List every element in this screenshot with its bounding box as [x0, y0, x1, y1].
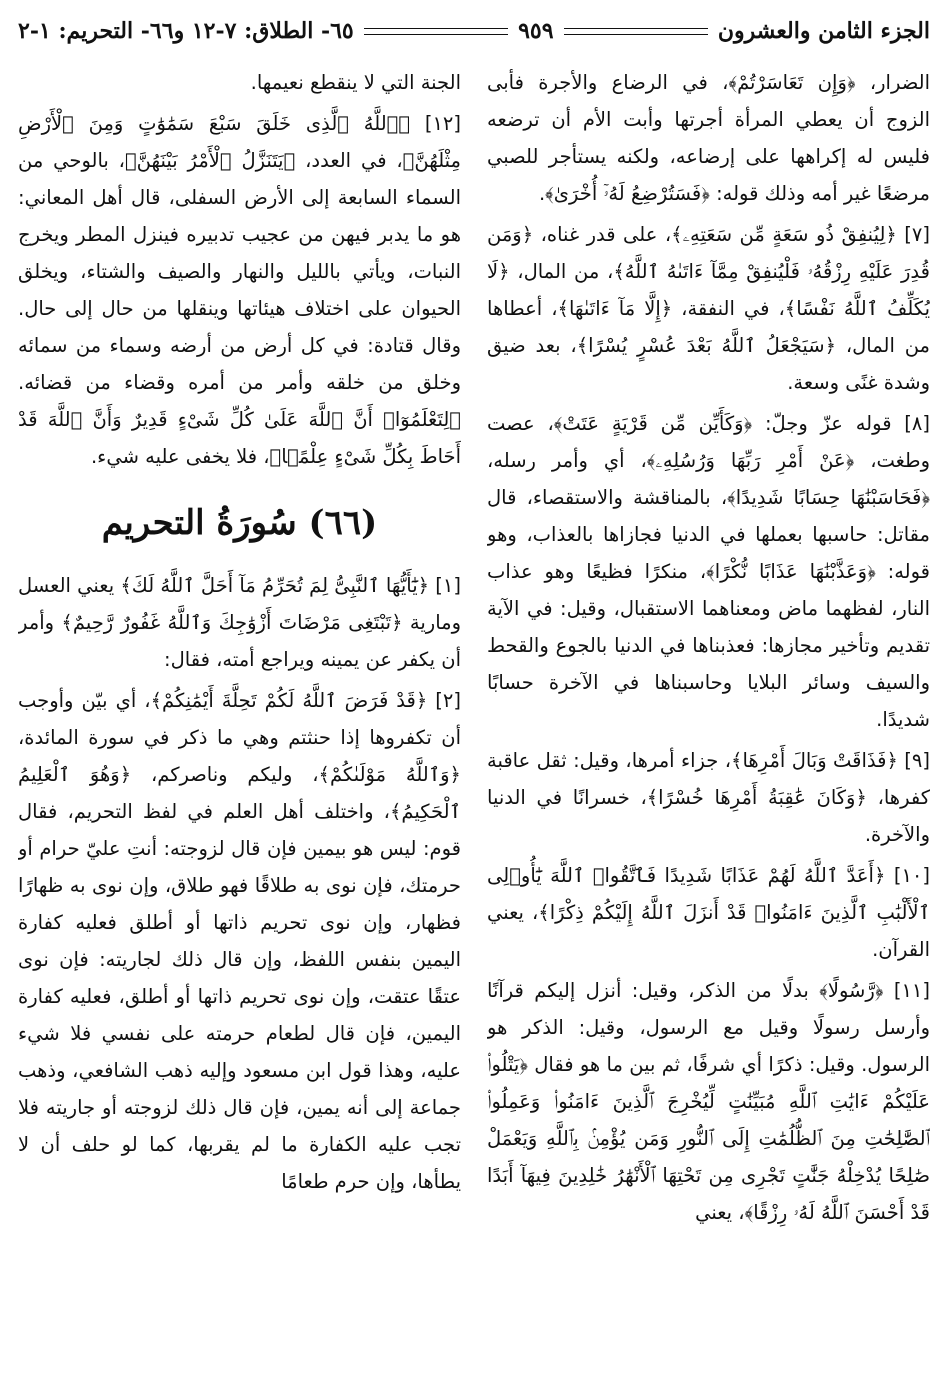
paragraph-verse-9: [٩] ﴿فَذَاقَتْ وَبَالَ أَمْرِهَا﴾، جزاء أمرها، وقيل: ثقل عاقبة كفرها، ﴿وَكَانَ عَٰقِبَةُ أَمْرِهَا خُسْرًا﴾، خسرانًا في الدنيا والآخرة. — [487, 749, 930, 846]
right-column — [487, 64, 930, 1381]
paragraph-verse-8: [٨] قوله عزّ وجلّ: ﴿وَكَأَيِّن مِّن قَرْيَةٍ عَتَتْ﴾، عصت وطغت، ﴿عَنْ أَمْرِ رَبِّهَا وَرُسُلِهِۦ﴾، أي وأمر رسله، ﴿فَحَاسَبْنَٰهَا حِسَابًا شَدِيدًا﴾، بالمناقشة والاستقصاء، قال مقاتل: حاسبها بعملها في الدنيا فجازاها بالعذاب، وهو قوله: ﴿وَعَذَّبْنَٰهَا عَذَابًا نُّكْرًا﴾، منكرًا فظيعًا وهو عذاب النار، لفظهما ماض ومعناهما الاستقبال، وقيل: في الآية تقديم وتأخير مجازها: فعذبناها في الدنيا بالجوع والقحط والسيف وسائر البلايا وحاسبناها في الآخرة حسابًا شديدًا. — [487, 412, 930, 731]
paragraph-continuation: الضرار، ﴿وَإِن تَعَاسَرْتُمْ﴾، في الرضاع والأجرة فأبى الزوج أن يعطي المرأة أجرتها وأبت الأم أن ترضعه فليس له إكراهها على إرضاعه، ولكنه يستأجر للصبي مرضعًا غير أمه وذلك قوله: ﴿فَسَتُرْضِعُ لَهُۥٓ أُخْرَىٰ﴾. — [487, 71, 930, 205]
paragraph-verse-10: [١٠] ﴿أَعَدَّ ٱللَّهُ لَهُمْ عَذَابًا شَدِيدًا فَٱتَّقُوا۟ ٱللَّهَ يَٰٓأُو۟لِى ٱلْأَلْبَٰبِ ٱلَّذِينَ ءَامَنُوا۟ قَدْ أَنزَلَ ٱللَّهُ إِلَيْكُمْ ذِكْرًا﴾، يعني القرآن. — [487, 864, 930, 961]
paragraph-continuation-left: الجنة التي لا ينقطع نعيمها. — [250, 71, 461, 94]
paragraph-verse-7: [٧] ﴿لِيُنفِقْ ذُو سَعَةٍ مِّن سَعَتِهِۦ﴾، على قدر غناه، ﴿وَمَن قُدِرَ عَلَيْهِ رِزْقُهُۥ فَلْيُنفِقْ مِمَّآ ءَاتَىٰهُ ٱللَّهُ﴾، من المال، ﴿لَا يُكَلِّفُ ٱللَّهُ نَفْسًا﴾، في النفقة، ﴿إِلَّا مَآ ءَاتَىٰهَا﴾، أعطاها من المال، ﴿سَيَجْعَلُ ٱللَّهُ بَعْدَ عُسْرٍ يُسْرًا﴾، بعد ضيق وشدة غنًى وسعة. — [487, 223, 930, 394]
left-column — [18, 64, 461, 1381]
text-columns — [18, 64, 930, 1381]
paragraph-tahrim-verse-2: [٢] ﴿قَدْ فَرَضَ ٱللَّهُ لَكُمْ تَحِلَّةَ أَيْمَٰنِكُمْ﴾، أي بيّن وأوجب أن تكفروها إذا حنثتم وهي ما ذكر في سورة المائدة، ﴿وَٱللَّهُ مَوْلَىٰكُمْ﴾، وليكم وناصركم، ﴿وَهُوَ ٱلْعَلِيمُ ٱلْحَكِيمُ﴾، واختلف أهل العلم في لفظ التحريم، فقال قوم: ليس هو بيمين فإن قال لزوجته: أنتِ عليّ حرام أو حرمتك، فإن نوى به طلاقًا فهو طلاق، وإن نوى به ظهارًا فظهار، وإن نوى تحريم ذاتها أو أطلق فعليه كفارة اليمين بنفس اللفظ، وإن قال ذلك لجاريته: فإن نوى عتقًا عتقت، وإن نوى تحريم ذاتها أو أطلق، فعليه كفارة اليمين، فإن قال لطعام حرمته على نفسي فلا شيء عليه، وهذا قول ابن مسعود وإليه ذهب الشافعي، وذهب جماعة إلى أنه يمين، فإن قال ذلك لزوجته أو جاريته فلا تجب عليه الكفارة ما لم يقربها، كما لو حلف أن لا يطأها، وإن حرم طعامًا — [18, 689, 461, 1193]
surah-references: ٦٥- الطلاق: ٧-١٢ و٦٦- التحريم: ١-٢ — [17, 18, 354, 44]
page-header — [18, 10, 930, 52]
paragraph-tahrim-verse-1: [١] ﴿يَٰٓأَيُّهَا ٱلنَّبِىُّ لِمَ تُحَرِّمُ مَآ أَحَلَّ ٱللَّهُ لَكَ﴾ يعني العسل ومارية ﴿تَبْتَغِى مَرْضَاتَ أَزْوَٰجِكَ وَٱللَّهُ غَفُورٌ رَّحِيمٌ﴾ وأمر أن يكفر عن يمينه ويراجع أمته، فقال: — [18, 574, 461, 671]
surah-title: (٦٦) سُورَةُ التحريم — [101, 503, 378, 543]
paragraph-verse-12: [١٢] ﴿ٱللَّهُ ٱلَّذِى خَلَقَ سَبْعَ سَمَٰوَٰتٍ وَمِنَ ٱلْأَرْضِ مِثْلَهُنَّ﴾، في العدد، ﴿يَتَنَزَّلُ ٱلْأَمْرُ بَيْنَهُنَّ﴾، بالوحي من السماء السابعة إلى الأرض السفلى، قال أهل المعاني: هو ما يدبر فيهن من عجيب تدبيره فينزل المطر ويخرج النبات، ويأتي بالليل والنهار والصيف والشتاء، ويخلق الحيوان على اختلاف هيئاتها وينقلها من حال إلى حال. وقال قتادة: في كل أرض من أرضه وسماء من سمائه وخلق من خلقه وأمر من أمره وقضاء من قضائه. ﴿لِتَعْلَمُوٓا۟ أَنَّ ٱللَّهَ عَلَىٰ كُلِّ شَىْءٍ قَدِيرٌ وَأَنَّ ٱللَّهَ قَدْ أَحَاطَ بِكُلِّ شَىْءٍ عِلْمًۢا﴾، فلا يخفى عليه شيء. — [18, 112, 461, 468]
page-number: ٩٥٩ — [518, 18, 554, 44]
paragraph-verse-11: [١١] ﴿رَّسُولًا﴾ بدلًا من الذكر، وقيل: أنزل إليكم قرآنًا وأرسل رسولًا وقيل مع الرسول، وقيل: الذكر هو الرسول. وقيل: ذكرًا أي شرفًا، ثم بين ما هو فقال ﴿يَتْلُوا۟ عَلَيْكُمْ ءَايَٰتِ ٱللَّهِ مُبَيِّنَٰتٍ لِّيُخْرِجَ ٱلَّذِينَ ءَامَنُوا۟ وَعَمِلُوا۟ ٱلصَّٰلِحَٰتِ مِنَ ٱلظُّلُمَٰتِ إِلَى ٱلنُّورِ وَمَن يُؤْمِنۢ بِٱللَّهِ وَيَعْمَلْ صَٰلِحًا يُدْخِلْهُ جَنَّٰتٍ تَجْرِى مِن تَحْتِهَا ٱلْأَنْهَٰرُ خَٰلِدِينَ فِيهَآ أَبَدًا قَدْ أَحْسَنَ ٱللَّهُ لَهُۥ رِزْقًا﴾، يعني — [487, 979, 930, 1224]
header-rule-right — [564, 28, 708, 35]
part-title: الجزء الثامن والعشرون — [717, 18, 930, 44]
header-rule-left — [364, 28, 508, 35]
